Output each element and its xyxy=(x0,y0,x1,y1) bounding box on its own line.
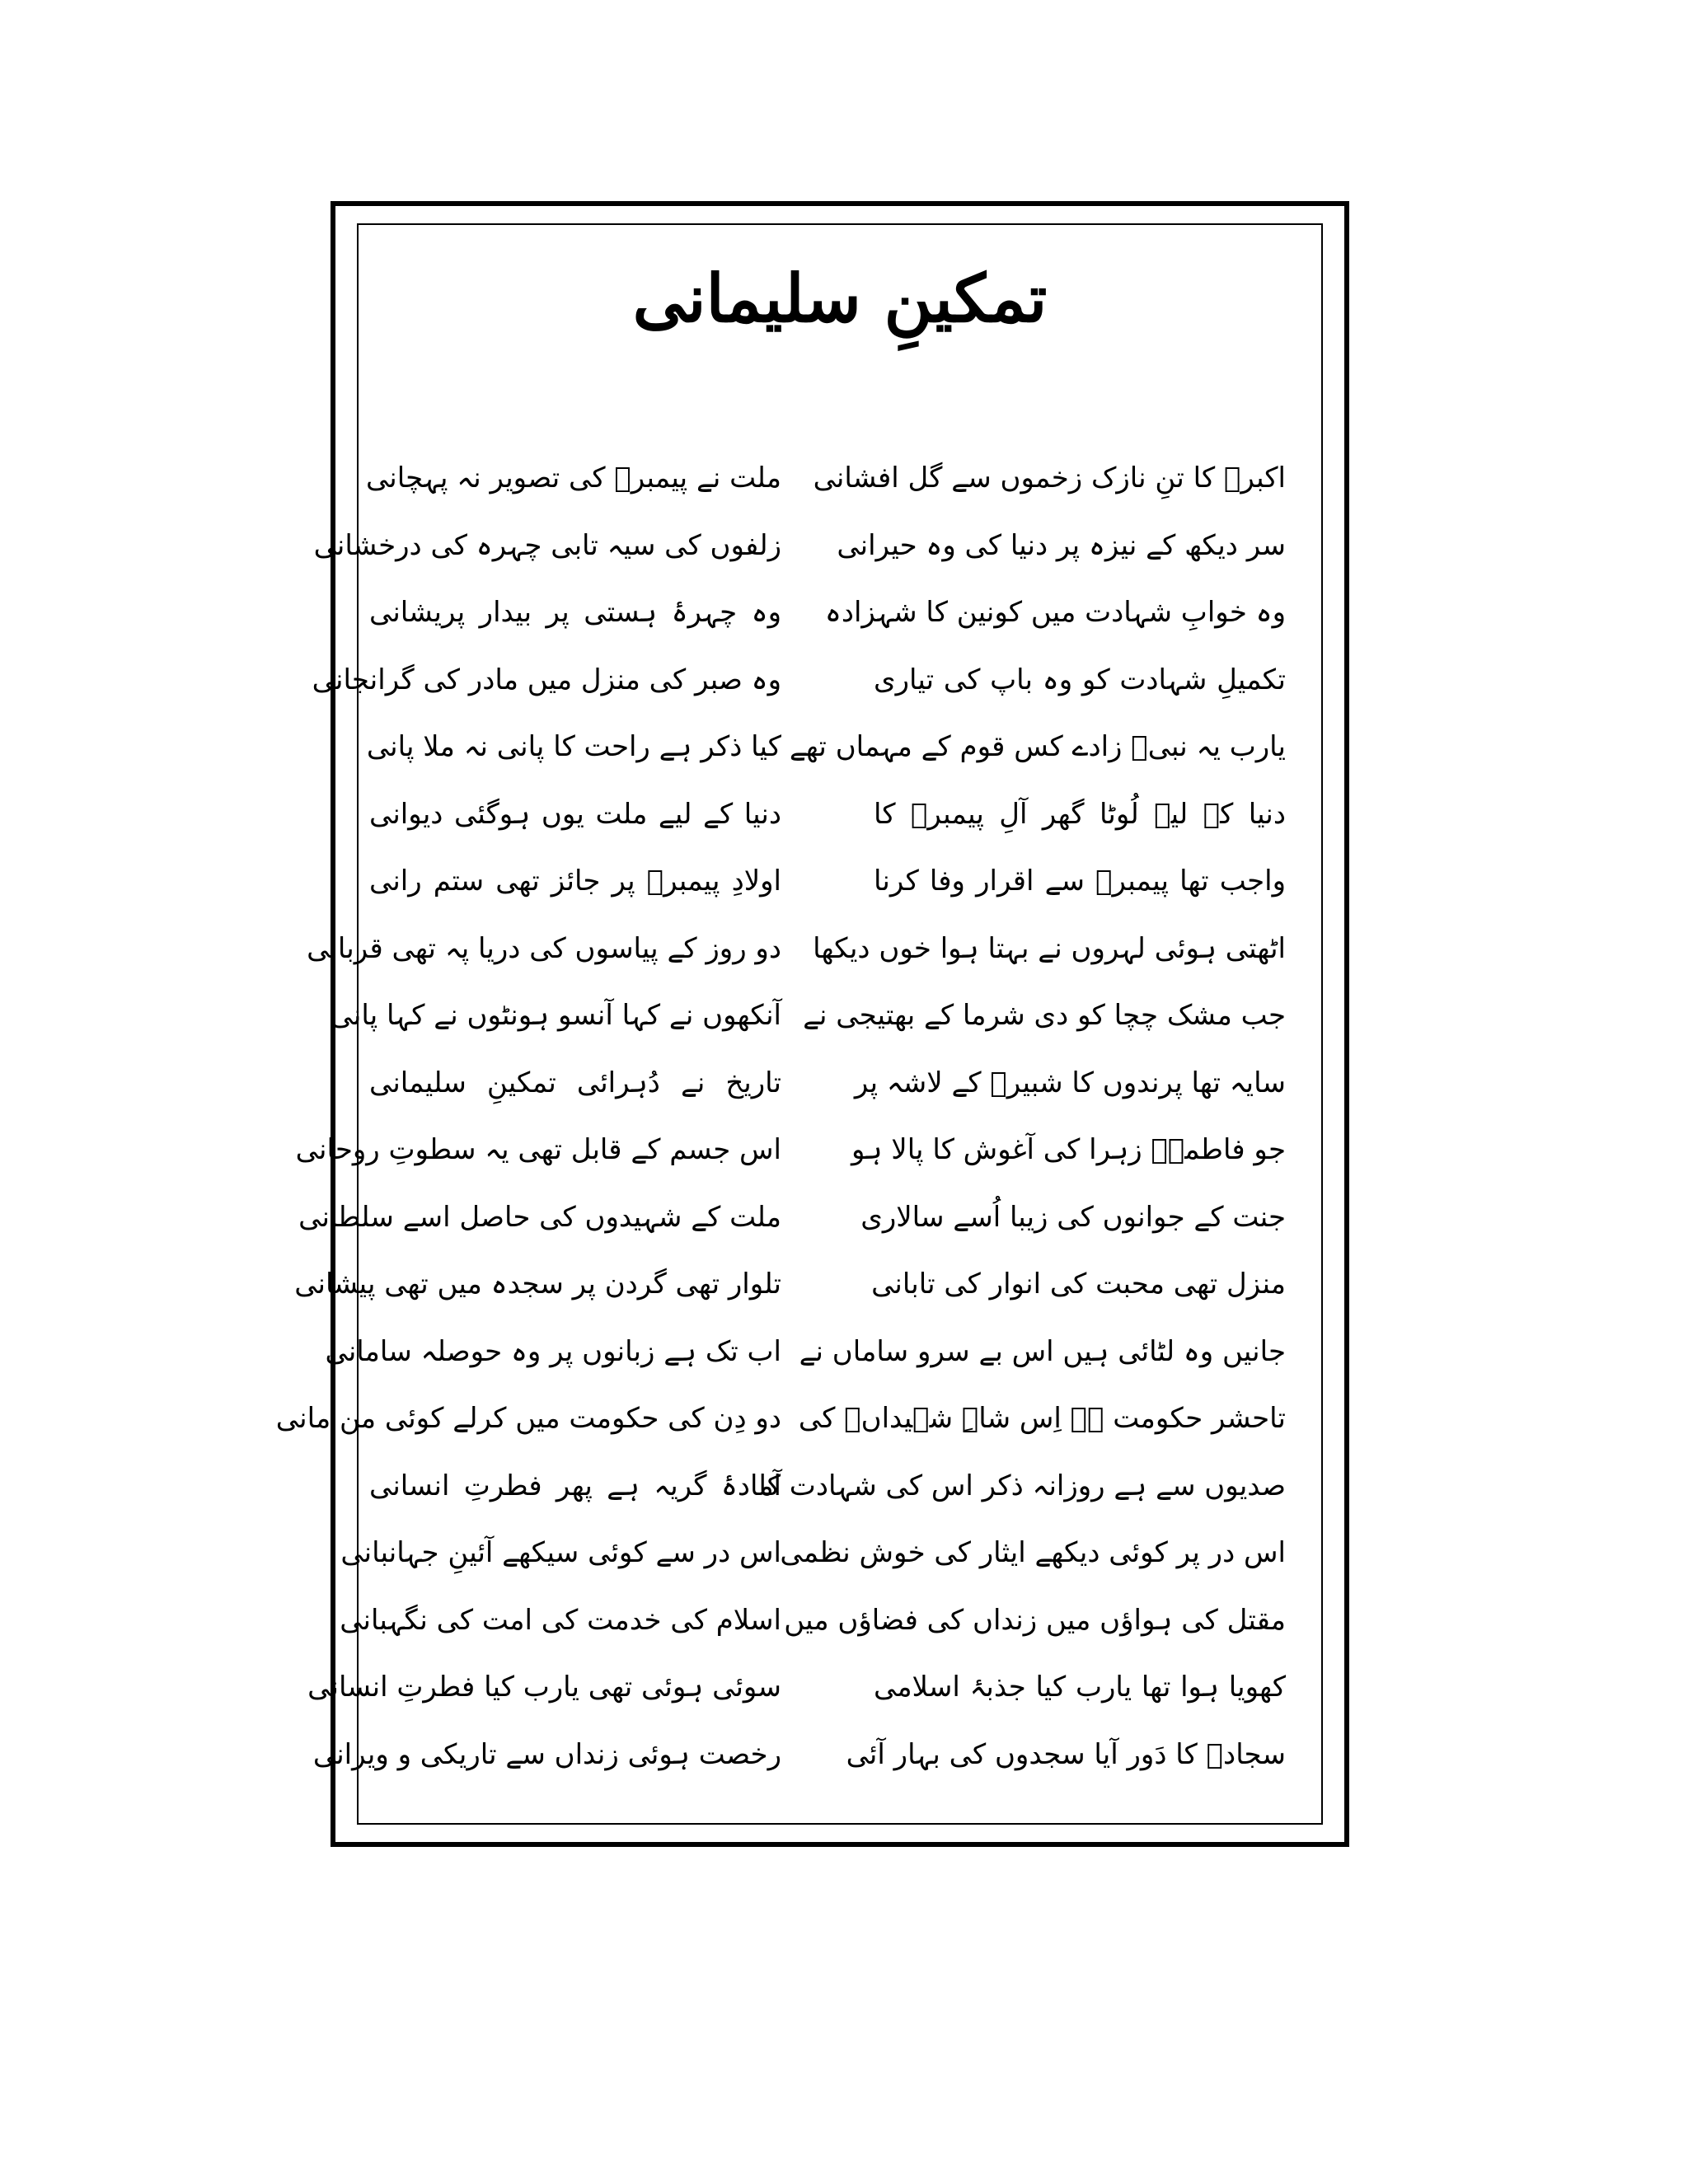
verse-line: یارب یہ نبیؐ زادے کس قوم کے مہماں تھے xyxy=(789,730,1286,763)
verse-line: مقتل کی ہواؤں میں زنداں کی فضاؤں میں xyxy=(784,1603,1286,1637)
verse-line: کیا ذکر ہے راحت کا پانی نہ ملا پانی xyxy=(366,730,781,763)
verse-line: دو روز کے پیاسوں کی دریا پہ تھی قربانی xyxy=(307,931,781,965)
verse-line: اکبرؑ کا تنِ نازک زخموں سے گل افشانی xyxy=(813,462,1286,494)
verse-line: وہ خوابِ شہادت میں کونین کا شہزادہ xyxy=(824,596,1286,629)
verse-line: رخصت ہوئی زنداں سے تاریکی و ویرانی xyxy=(312,1737,781,1771)
verse-line: زلفوں کی سیہ تابی چہرہ کی درخشانی xyxy=(313,528,781,562)
verse-line: منزل تھی محبت کی انوار کی تابانی xyxy=(871,1268,1286,1301)
verse-line: جب مشک چچا کو دی شرما کے بھتیجی نے xyxy=(803,999,1286,1032)
verse-line: اس جسم کے قابل تھی یہ سطوتِ روحانی xyxy=(295,1133,781,1166)
verse-line: سوئی ہوئی تھی یارب کیا فطرتِ انسانی xyxy=(307,1671,781,1704)
verse-line: تلوار تھی گردن پر سجدہ میں تھی پیشانی xyxy=(294,1268,781,1301)
verse-line: ملت کے شہیدوں کی حاصل اسے سلطانی xyxy=(298,1200,781,1234)
verse-line: آمادۂ گریہ ہے پھر فطرتِ انسانی xyxy=(369,1469,781,1502)
verse-line: سایہ تھا پرندوں کا شبیرؑ کے لاشہ پر xyxy=(854,1066,1286,1099)
verse-line: تکمیلِ شہادت کو وہ باپ کی تیاری xyxy=(874,663,1286,696)
verse-line: اب تک ہے زبانوں پر وہ حوصلہ سامانی xyxy=(325,1334,781,1368)
verse-line: ملت نے پیمبرؐ کی تصویر نہ پہچانی xyxy=(365,462,781,494)
verse-line: اولادِ پیمبرؐ پر جائز تھی ستم رانی xyxy=(369,865,781,898)
verse-line: دنیا کے لیے لُوٹا گھر آلِ پیمبرؐ کا xyxy=(874,797,1286,831)
verse-line: دو دِن کی حکومت میں کرلے کوئی من مانی xyxy=(275,1402,781,1435)
verse-line: وہ صبر کی منزل میں مادر کی گرانجانی xyxy=(312,663,781,696)
verse-line: اس در پر کوئی دیکھے ایثار کی خوش نظمی xyxy=(780,1536,1286,1569)
verse-line: آنکھوں نے کہا آنسو ہونٹوں نے کہا پانی xyxy=(330,999,781,1032)
verse-column-first-hemistich xyxy=(758,445,1286,1788)
verse-line: وہ چہرۂ ہستی پر بیدار پریشانی xyxy=(369,596,781,629)
verse-line: صدیوں سے ہے روزانہ ذکر اس کی شہادت کا xyxy=(758,1469,1286,1502)
verse-line: کھویا ہوا تھا یارب کیا جذبۂ اسلامی xyxy=(874,1671,1286,1704)
verse-line: تاحشر حکومت ہے اِس شاہِ شہیداںؑ کی xyxy=(798,1402,1286,1435)
verse-line: اس در سے کوئی سیکھے آئینِ جہانبانی xyxy=(340,1536,781,1569)
verse-line: جنت کے جوانوں کی زیبا اُسے سالاری xyxy=(860,1200,1286,1234)
verse-line: سجادؑ کا دَور آیا سجدوں کی بہار آئی xyxy=(846,1737,1286,1771)
verse-line: جو فاطمہؑ زہرا کی آغوش کا پالا ہو xyxy=(851,1133,1286,1166)
poem-title: تمکینِ سلیمانی xyxy=(632,260,1048,337)
verse-line: واجب تھا پیمبرؐ سے اقرار وفا کرنا xyxy=(874,865,1286,898)
verse-line: جانیں وہ لٹائی ہیں اس بے سرو ساماں نے xyxy=(799,1334,1286,1368)
verse-line: اسلام کی خدمت کی امت کی نگہبانی xyxy=(340,1603,781,1637)
verse-column-second-hemistich xyxy=(275,445,781,1788)
verse-line: دنیا کے لیے ملت یوں ہوگئی دیوانی xyxy=(369,797,781,831)
verse-line: اٹھتی ہوئی لہروں نے بہتا ہوا خوں دیکھا xyxy=(813,931,1286,965)
verse-line: تاریخ نے دُہرائی تمکینِ سلیمانی xyxy=(369,1066,781,1099)
verse-line: سر دیکھ کے نیزہ پر دنیا کی وہ حیرانی xyxy=(837,528,1286,562)
